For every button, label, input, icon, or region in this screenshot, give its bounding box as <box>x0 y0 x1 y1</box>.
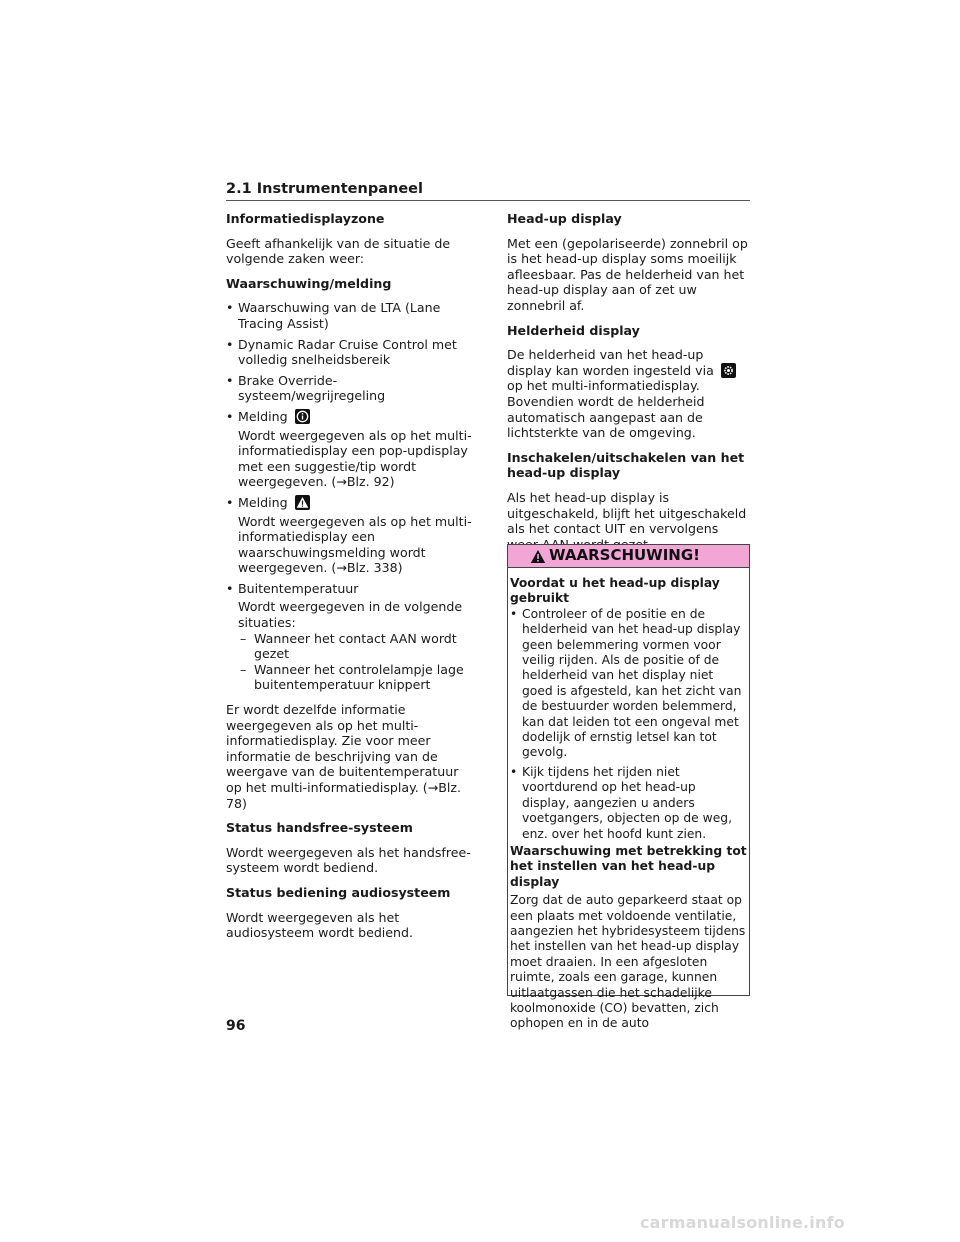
bullet-mark: • <box>510 764 518 779</box>
bullet-mark: • <box>226 300 234 316</box>
heading-head-up-display: Head-up display <box>507 211 622 226</box>
paragraph-inschakelen: Als het head-up display is uitgeschakeld, blijft het uitgeschakeld als het contact UIT en vervolgens <box>507 489 747 537</box>
list-item-text: Dynamic Radar Cruise Control met volledig snelheidsbereik <box>238 336 457 368</box>
list-item <box>226 495 476 511</box>
paragraph-same-info: Er wordt dezelfde informatie weergegeven als op het multi-informatiedisplay. Zie voor meer informatie de beschrijving van de weergave van de buitentemperatuur op het multi-informatiedisplay. (→Blz. 78) <box>226 702 461 811</box>
list-item <box>226 337 476 368</box>
bullet-mark: • <box>226 336 234 352</box>
warning-header <box>508 545 749 568</box>
heading-helderheid: Helderheid display <box>507 322 640 338</box>
list-item <box>226 581 476 597</box>
list-item-description: Wordt weergegeven als op het multi-informatiedisplay een pop-updisplay met een suggestie/tip wordt weergegeven. (→Blz. 92) <box>238 427 472 490</box>
bullet-mark: • <box>226 408 234 424</box>
list-item-description: Wordt weergegeven in de volgende situaties: <box>238 599 463 631</box>
warning-heading-instellen: Waarschuwing met betrekking tot het instellen van het head-up display <box>510 843 747 889</box>
list-item <box>226 373 476 404</box>
paragraph-audio: Wordt weergegeven als het audiosysteem wordt bediend. <box>226 909 414 941</box>
bullet-mark: • <box>510 606 518 621</box>
heading-status-handsfree: Status handsfree-systeem <box>226 820 413 836</box>
list-item-text: Buitentemperatuur <box>238 580 359 596</box>
heading-waarschuwing-melding: Waarschuwing/melding <box>226 275 392 291</box>
warning-body <box>508 568 749 1032</box>
sub-list-item-text: Wanneer het controlelampje lage buitentemperatuur knippert <box>254 661 464 693</box>
warning-box <box>507 544 750 1031</box>
list-item-text: Controleer of de positie en de helderheid van het head-up display geen belemmering vormen voor veilig rijden. Als de positie of de helderheid van het display niet goed is afgesteld, kan het zicht van de bestuurder worden belemmerd, kan dat leiden tot een ongeval met dodelijk of ernstig letsel kan tot gevolg. <box>522 606 742 760</box>
list-item <box>226 409 476 425</box>
bullet-mark: • <box>226 494 234 510</box>
list-item <box>510 765 747 842</box>
heading-status-audio: Status bediening audiosysteem <box>226 884 451 900</box>
left-column <box>226 211 476 950</box>
dash-mark: – <box>240 661 247 677</box>
list-item-text: Brake Override-systeem/wegrijregeling <box>238 372 386 404</box>
sub-list-item-text: Wanneer het contact AAN wordt gezet <box>254 630 457 662</box>
warning-paragraph-ventilatie: Zorg dat de auto geparkeerd staat op een plaats met voldoende ventilatie, aangezien het hybridesysteem tijdens het instellen van het head-up display moet draaien. In een afgesloten ruimte, zoals een garage, kunnen uitlaatgassen die het schadelijke koolmonoxide (CO) bevatten, zich ophopen en in de auto <box>510 893 746 1031</box>
warning-sign-icon <box>530 549 546 564</box>
bullet-mark: • <box>226 372 234 388</box>
right-column <box>507 211 751 561</box>
section-header <box>226 180 750 201</box>
list-item-label: Melding <box>238 494 288 510</box>
warning-triangle-icon <box>295 495 310 510</box>
list-item-label: Melding <box>238 408 288 424</box>
watermark: carmanualsonline.info <box>640 1213 845 1232</box>
bullet-mark: • <box>226 580 234 596</box>
sub-list-item <box>240 662 476 693</box>
settings-gear-icon <box>721 363 736 378</box>
paragraph-sunglasses: Met een (gepolariseerde) zonnebril op is het head-up display soms moeilijk afleesbaar. Pas de helderheid van het head-up display aan of zet uw zonnebril af. <box>507 235 748 313</box>
heading-informatiedisplayzone: Informatiedisplayzone <box>226 211 385 226</box>
info-icon <box>295 409 310 424</box>
paragraph-helderheid: De helderheid van het head-up display kan worden ingesteld via op het multi-informatiedisplay. Bovendien wordt de helderheid automatisch aangepast aan de lichtsterkte van de omgeving. <box>507 347 751 441</box>
heading-inschakelen: Inschakelen/uitschakelen van het head-up display <box>507 449 745 481</box>
paragraph-intro: Geeft afhankelijk van de situatie de volgende zaken weer: <box>226 235 451 267</box>
list-item-text: Waarschuwing van de LTA (Lane Tracing Assist) <box>238 300 441 331</box>
paragraph-handsfree: Wordt weergegeven als het handsfree-systeem wordt bediend. <box>226 844 471 876</box>
warning-heading-voordat: Voordat u het head-up display gebruikt <box>510 576 720 606</box>
warning-title: WAARSCHUWING! <box>549 546 701 565</box>
page-number: 96 <box>226 1018 246 1034</box>
list-item <box>510 607 747 761</box>
list-item <box>226 300 476 331</box>
sub-list-item <box>240 631 476 662</box>
header-divider <box>226 200 750 201</box>
list-item-description: Wordt weergegeven als op het multi-informatiedisplay een waarschuwingsmelding wordt weergegeven. (→Blz. 338) <box>238 513 472 576</box>
section-title: 2.1 Instrumentenpaneel <box>226 181 423 197</box>
dash-mark: – <box>240 630 247 646</box>
list-item-text: Kijk tijdens het rijden niet voortdurend op het head-up display, aangezien u anders voetgangers, objecten op de weg, enz. over het hoofd kunt zien. <box>522 764 732 841</box>
